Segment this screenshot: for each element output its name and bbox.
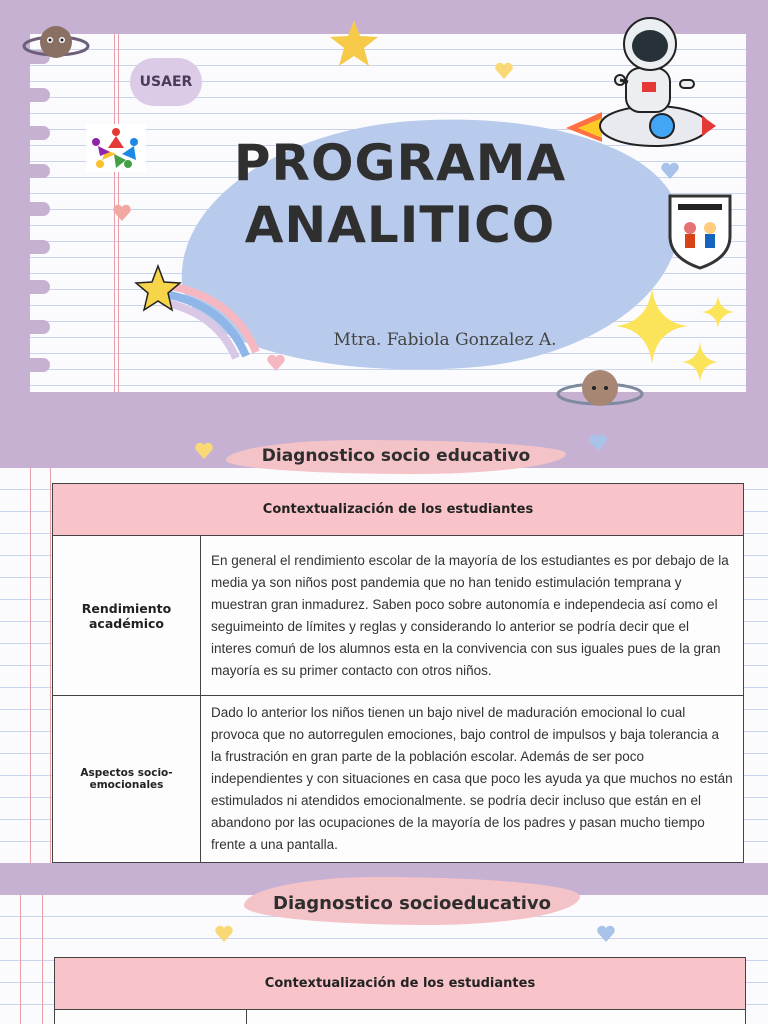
- author-name: Mtra. Fabiola Gonzalez A.: [333, 330, 557, 350]
- binder-hole: [22, 358, 50, 372]
- binder-hole: [22, 280, 50, 294]
- school-shield-logo: [666, 190, 734, 270]
- title-line-1: PROGRAMA: [233, 134, 567, 192]
- heart-icon: [266, 354, 286, 372]
- table-row: [55, 1010, 746, 1024]
- heart-icon: [588, 434, 608, 452]
- table-header: Contextualización de los estudiantes: [55, 958, 746, 1010]
- row-category: [55, 1010, 247, 1024]
- star-icon: [328, 18, 380, 68]
- section-heading: Diagnostico socio educativo: [261, 446, 531, 466]
- binder-hole: [22, 320, 50, 334]
- people-circle-logo: [86, 124, 146, 172]
- astronaut-rocket-icon: [562, 16, 718, 162]
- margin-line: [20, 895, 21, 1024]
- row-description: En general el rendimiento escolar de la mayoría de los estudiantes es por debajo de la media ya son niños post pandemia que no han tenido estimulación temprana y muestran gran inmadurez. Saben poco sobre autonomía e independecia así como el seguimeinto de límites y reglas y considerando lo anterior se podría decir que el interes comuń de los alumnos esta en la convivencia con sus iguales pues de la gran mayoría es su primer contacto con otros niños.: [201, 536, 744, 696]
- row-description: Dado lo anterior los niños tienen un bajo nivel de maduración emocional lo cual provoca que no autorregulen emociones, bajo control de impulsos y baja tolerancia a la frustración en gran parte de la población escolar. Además de ser poco independientes y con situaciones en casa que poco les ayuda ya que muchos no están estimulados ni atendidos emocionalmente. se podría decir incluso que están en el abandono por las ocupaciones de la mayoría de los padres y pasan mucho tiempo frente a una pantalla.: [201, 696, 744, 863]
- row-category: Aspectos socio-emocionales: [53, 696, 201, 863]
- margin-line: [42, 895, 43, 1024]
- binder-hole: [22, 202, 50, 216]
- binder-hole: [22, 164, 50, 178]
- shooting-star-icon: [134, 264, 262, 360]
- page-title: [190, 132, 610, 256]
- table-header: Contextualización de los estudiantes: [53, 484, 744, 536]
- table-row: [53, 696, 744, 863]
- margin-line: [50, 468, 51, 863]
- heart-icon: [214, 925, 234, 943]
- title-line-2: ANALITICO: [244, 196, 556, 254]
- diagnostic-slide-2: [0, 863, 768, 1024]
- table-header-row: [53, 484, 744, 536]
- row-description: [247, 1010, 746, 1024]
- binder-hole: [22, 126, 50, 140]
- heart-icon: [596, 925, 616, 943]
- planet-icon: [22, 18, 90, 70]
- heart-icon: [494, 62, 514, 80]
- context-table: [54, 957, 746, 1024]
- planet-icon: [556, 368, 644, 416]
- usaer-logo: [130, 58, 202, 106]
- context-table: [52, 483, 744, 863]
- table-header-row: [55, 958, 746, 1010]
- heart-icon: [660, 162, 680, 180]
- row-category: Rendimiento académico: [53, 536, 201, 696]
- diagnostic-slide: [0, 418, 768, 863]
- binder-hole: [22, 240, 50, 254]
- binder-hole: [22, 88, 50, 102]
- heart-icon: [112, 204, 132, 222]
- cover-slide: [0, 0, 768, 418]
- usaer-logo-text: USAER: [139, 74, 193, 90]
- margin-line: [30, 468, 31, 863]
- heart-icon: [194, 442, 214, 460]
- table-row: [53, 536, 744, 696]
- section-heading: Diagnostico socioeducativo: [273, 893, 551, 914]
